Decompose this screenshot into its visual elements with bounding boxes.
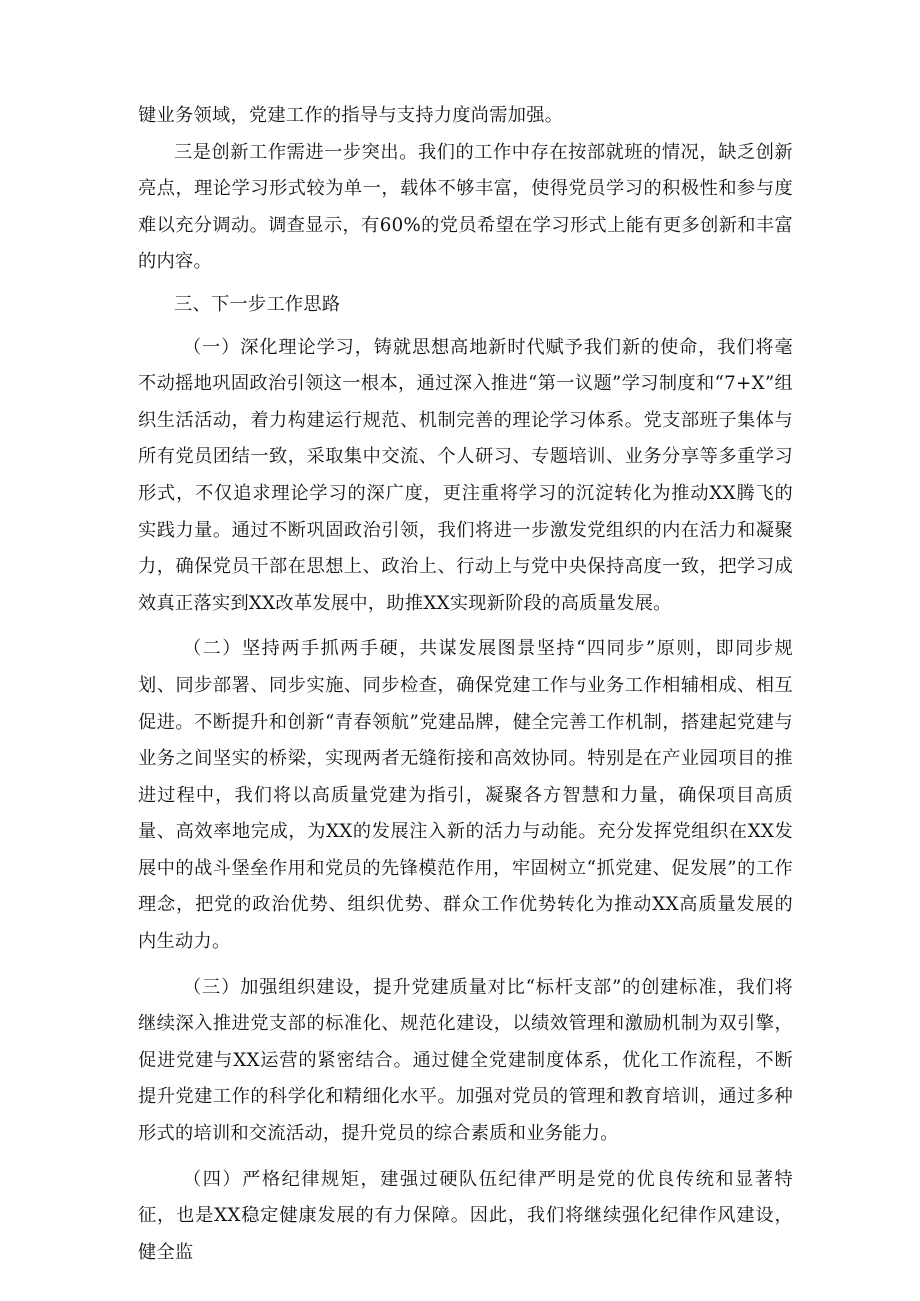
document-page [138, 98, 793, 1271]
paragraph-discipline: （四）严格纪律规矩，建强过硬队伍纪律严明是党的优良传统和显著特征，也是XX稳定健康发展的有力保障。因此，我们将继续强化纪律作风建设，健全监 [138, 1168, 793, 1263]
paragraph-organization-building: （三）加强组织建设，提升党建质量对比“标杆支部”的创建标准，我们将继续深入推进党支部的标准化、规范化建设，以绩效管理和激励机制为双引擎，促进党建与XX运营的紧密结合。通过健全党建制度体系，优化工作流程，不断提升党建工作的科学化和精细化水平。加强对党员的管理和教育培训，通过多种形式的培训和交流活动，提升党员的综合素质和业务能力。 [138, 976, 793, 1145]
paragraph-continuation: 键业务领域，党建工作的指导与支持力度尚需加强。 [138, 105, 564, 126]
section-heading-next-steps: 三、下一步工作思路 [174, 293, 341, 315]
paragraph-two-hands: （二）坚持两手抓两手硬，共谋发展图景坚持“四同步”原则，即同步规划、同步部署、同步实施、同步检查，确保党建工作与业务工作相辅相成、相互促进。不断提升和创新“青春领航”党建品牌，健全完善工作机制，搭建起党建与业务之间坚实的桥梁，实现两者无缝衔接和高效协同。特别是在产业园项目的推进过程中，我们将以高质量党建为指引，凝聚各方智慧和力量，确保项目高质量、高效率地完成，为XX的发展注入新的活力与动能。充分发挥党组织在XX发展中的战斗堡垒作用和党员的先锋模范作用，牢固树立“抓党建、促发展”的工作理念，把党的政治优势、组织优势、群众工作优势转化为推动XX高质量发展的内生动力。 [138, 638, 793, 953]
paragraph-innovation-issue: 三是创新工作需进一步突出。我们的工作中存在按部就班的情况，缺乏创新亮点，理论学习形式较为单一，载体不够丰富，使得党员学习的积极性和参与度难以充分调动。调查显示，有60%的党员希望在学习形式上能有更多创新和丰富的内容。 [138, 141, 793, 273]
paragraph-theory-study: （一）深化理论学习，铸就思想高地新时代赋予我们新的使命，我们将毫不动摇地巩固政治引领这一根本，通过深入推进“第一议题”学习制度和“7+X”组织生活活动，着力构建运行规范、机制完善的理论学习体系。党支部班子集体与所有党员团结一致，采取集中交流、个人研习、专题培训、业务分享等多重学习形式，不仅追求理论学习的深广度，更注重将学习的沉淀转化为推动XX腾飞的实践力量。通过不断巩固政治引领，我们将进一步激发党组织的内在活力和凝聚力，确保党员干部在思想上、政治上、行动上与党中央保持高度一致，把学习成效真正落实到XX改革发展中，助推XX实现新阶段的高质量发展。 [138, 336, 793, 614]
